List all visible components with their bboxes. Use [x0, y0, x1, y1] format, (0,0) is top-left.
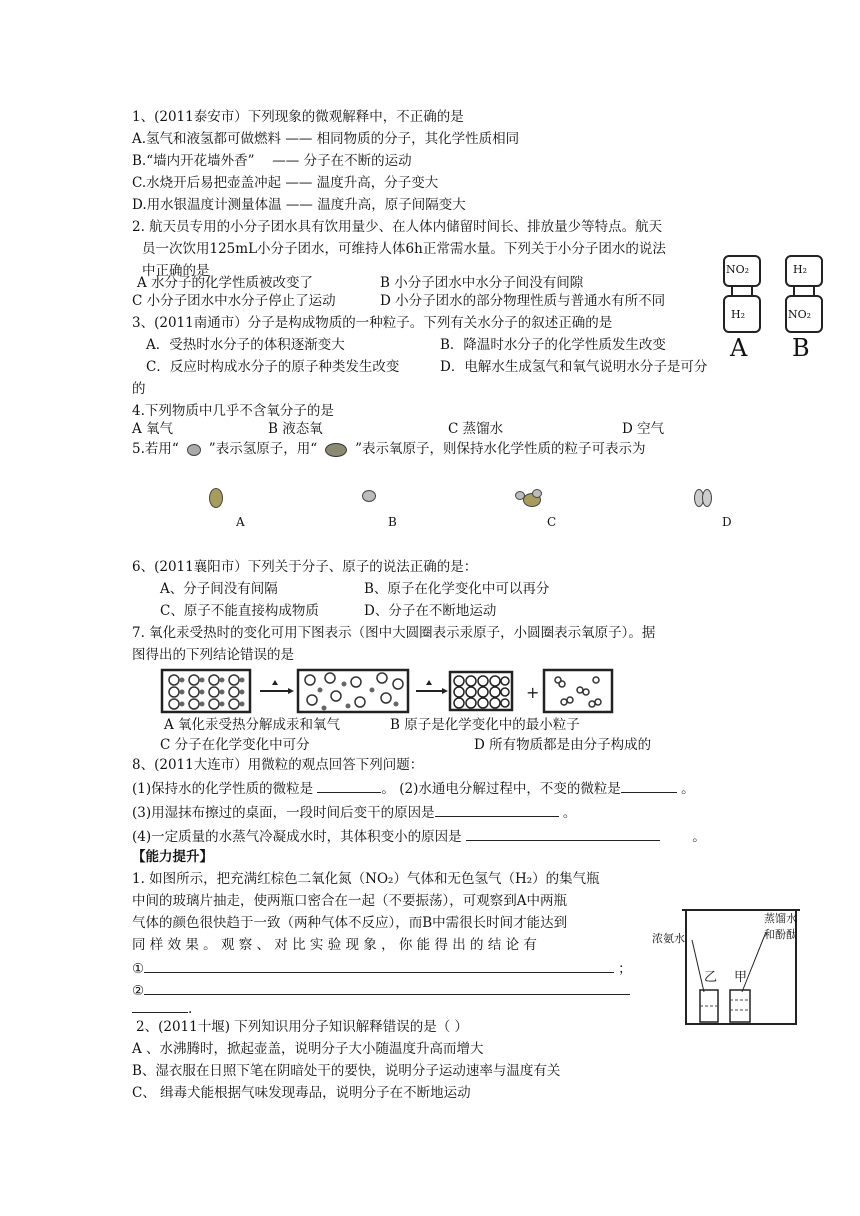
oxygen-atom-icon — [325, 443, 347, 457]
q8-part3 — [132, 802, 576, 822]
q8-blank-1[interactable] — [317, 778, 381, 793]
model-label-c: C — [547, 515, 557, 529]
beaker-label-water: 蒸馏水 — [764, 912, 797, 925]
model-d-molecule — [694, 489, 714, 509]
q8-part4-text: (4)一定质量的水蒸气冷凝成水时，其体积变小的原因是 — [132, 829, 462, 845]
n1-conclusion-2-cont — [132, 998, 192, 1018]
model-c-molecule — [513, 487, 543, 507]
section-header: 【能力提升】 — [132, 849, 213, 865]
q2-option-c: C 小分子团水中水分子停止了运动 — [132, 293, 336, 309]
q4-stem: 4.下列物质中几乎不含氧分子的是 — [132, 403, 334, 419]
bottle-a-bottom-label: H₂ — [731, 308, 746, 321]
gas-bottles-figure — [718, 254, 842, 364]
q2-stem-line2: 员一次饮用125mL小分子团水，可维持人体6h正常需水量。下列关于小分子团水的说法 — [142, 241, 666, 257]
n1-blank-3[interactable] — [132, 998, 188, 1013]
q7-stem-line2: 图得出的下列结论错误的是 — [132, 647, 294, 663]
n1-marker-1: ① — [132, 961, 145, 977]
q5-stem-part3: ”表示氧原子，则保持水化学性质的粒子可表示为 — [355, 441, 646, 457]
q2-stem-line3: 中正确的是 — [142, 263, 210, 279]
q2-option-d: D 小分子团水的部分物理性质与普通水有所不同 — [380, 293, 666, 309]
q8-stem: 8、(2011大连市）用微粒的观点回答下列问题： — [132, 757, 424, 773]
beaker-svg — [648, 880, 820, 1030]
beaker-label-ammonia: 浓氨水 — [652, 932, 685, 945]
q6-option-b: B、原子在化学变化中可以再分 — [364, 581, 550, 597]
q8-part2-end: 。 — [681, 781, 695, 797]
n1-conclusion-1 — [132, 958, 632, 978]
model-label-d: D — [722, 515, 732, 529]
n1-blank-2[interactable] — [144, 980, 630, 995]
q3-stem: 3、(2011南通市）分子是构成物质的一种粒子。下列有关水分子的叙述正确的是 — [132, 315, 613, 331]
model-label-b: B — [388, 515, 397, 529]
n1-line3: 气体的颜色很快趋于一致（两种气体不反应），而B中需很长时间才能达到 — [132, 915, 568, 931]
n1-line2: 中间的玻璃片抽走，使两瓶口密合在一起（不要振荡），可观察到A中两瓶 — [132, 893, 567, 909]
beaker-label-phenolphthalein: 和酚酞 — [764, 928, 797, 941]
q8-part4 — [132, 826, 706, 846]
n1-line4: 同 样 效 果 。 观 察 、 对 比 实 验 现 象 ， 你 能 得 出 的 结 论 有 — [132, 937, 537, 953]
q2-stem-line1: 2. 航天员专用的小分子团水具有饮用量少、在人体内储留时间长、排放量少等特点。航天 — [132, 219, 663, 235]
n1-blank-1[interactable] — [144, 958, 614, 973]
beaker-label-yi: 乙 — [704, 970, 718, 985]
q8-blank-4[interactable] — [466, 826, 660, 841]
q7-option-b: B 原子是化学变化中的最小粒子 — [390, 717, 580, 733]
q4-option-a: A 氧气 — [132, 421, 174, 437]
n2-option-b: B、湿衣服在日照下笔在阴暗处干的要快，说明分子运动速率与温度有关 — [132, 1063, 561, 1079]
q2-option-a: A 水分子的化学性质被改变了 — [137, 275, 314, 291]
bottle-a-letter: A — [730, 334, 748, 362]
q4-option-b: B 液态氧 — [268, 421, 323, 437]
q8-part1 — [132, 778, 695, 798]
q5-stem-part1: 5.若用“ — [132, 441, 179, 457]
mercury-oxide-decomposition-figure — [160, 668, 620, 714]
n2-stem: 2、(2011十堰) 下列知识用分子知识解释错误的是（ ） — [136, 1019, 469, 1035]
q7-option-a: A 氧化汞受热分解成汞和氧气 — [164, 717, 341, 733]
q5-stem-part2: ”表示氢原子，用“ — [208, 441, 318, 457]
q7-option-c: C 分子在化学变化中可分 — [160, 737, 310, 753]
n1-conclusion-2 — [132, 980, 630, 1000]
ammonia-beaker-figure — [648, 880, 820, 1030]
bottle-b-top-label: H₂ — [793, 263, 808, 276]
q6-option-a: A、分子间没有间隔 — [160, 581, 278, 597]
q8-blank-2[interactable] — [621, 778, 677, 793]
q3-continuation: 的 — [132, 381, 146, 397]
q5-stem — [132, 440, 646, 458]
hydrogen-atom-icon — [187, 444, 201, 456]
q8-blank-3[interactable] — [435, 802, 559, 817]
q8-part3-text: (3)用湿抹布擦过的桌面，一段时间后变干的原因是 — [132, 805, 435, 821]
q7-stem-line1: 7. 氧化汞受热时的变化可用下图表示（图中大圆圈表示汞原子，小圆圈表示氧原子）。据 — [132, 625, 656, 641]
q1-option-b: B.“墙内开花墙外香” —— 分子在不断的运动 — [132, 153, 412, 169]
q8-part1-text: (1)保持水的化学性质的微粒是 — [132, 781, 314, 797]
q8-part2-text: 。 (2)水通电分解过程中，不变的微粒是 — [381, 781, 621, 797]
n1-conclusion-1-end: ； — [618, 961, 632, 977]
q4-option-c: C 蒸馏水 — [448, 421, 504, 437]
beaker-label-jia: 甲 — [734, 970, 748, 985]
decomposition-svg — [160, 668, 620, 714]
q7-option-d: D 所有物质都是由分子构成的 — [474, 737, 652, 753]
svg-text:+: + — [526, 683, 540, 702]
q4-option-d: D 空气 — [622, 421, 665, 437]
q3-option-a: A．受热时水分子的体积逐渐变大 — [146, 337, 345, 353]
model-b-molecule — [362, 490, 376, 502]
q3-option-c: C．反应时构成水分子的原子种类发生改变 — [146, 359, 400, 375]
n2-option-a: A 、水沸腾时，掀起壶盖，说明分子大小随温度升高而增大 — [132, 1041, 484, 1057]
q6-stem: 6、(2011襄阳市）下列关于分子、原子的说法正确的是： — [132, 559, 478, 575]
bottle-a-top-label: NO₂ — [726, 263, 750, 276]
q1-stem: 1、(2011泰安市）下列现象的微观解释中，不正确的是 — [132, 109, 464, 125]
q1-option-a: A.氢气和液氢都可做燃料 —— 相同物质的分子，其化学性质相同 — [132, 131, 520, 147]
q2-option-b: B 小分子团水中水分子间没有间隙 — [380, 275, 584, 291]
n1-line1: 1. 如图所示，把充满红棕色二氧化氮（NO₂）气体和无色氢气（H₂）的集气瓶 — [132, 871, 600, 887]
n2-option-c: C、 缉毒犬能根据气味发现毒品，说明分子在不断地运动 — [132, 1085, 471, 1101]
q1-option-c: C.水烧开后易把壶盖冲起 —— 温度升高，分子变大 — [132, 175, 439, 191]
q8-part3-end: 。 — [562, 805, 577, 821]
bottle-b-bottom-label: NO₂ — [788, 308, 812, 321]
q6-option-d: D、分子在不断地运动 — [364, 603, 497, 619]
bottle-b-letter: B — [792, 334, 810, 362]
q6-option-c: C、原子不能直接构成物质 — [160, 603, 319, 619]
q1-option-d: D.用水银温度计测量体温 —— 温度升高，原子间隔变大 — [132, 197, 466, 213]
q3-option-b: B．降温时水分子的化学性质发生改变 — [440, 337, 666, 353]
q3-option-d: D．电解水生成氢气和氧气说明水分子是可分 — [440, 359, 708, 375]
q8-part4-end: 。 — [692, 829, 706, 845]
n1-end: . — [188, 1001, 193, 1017]
n1-marker-2: ② — [132, 983, 145, 999]
model-a-molecule — [209, 488, 223, 508]
model-label-a: A — [236, 515, 245, 529]
